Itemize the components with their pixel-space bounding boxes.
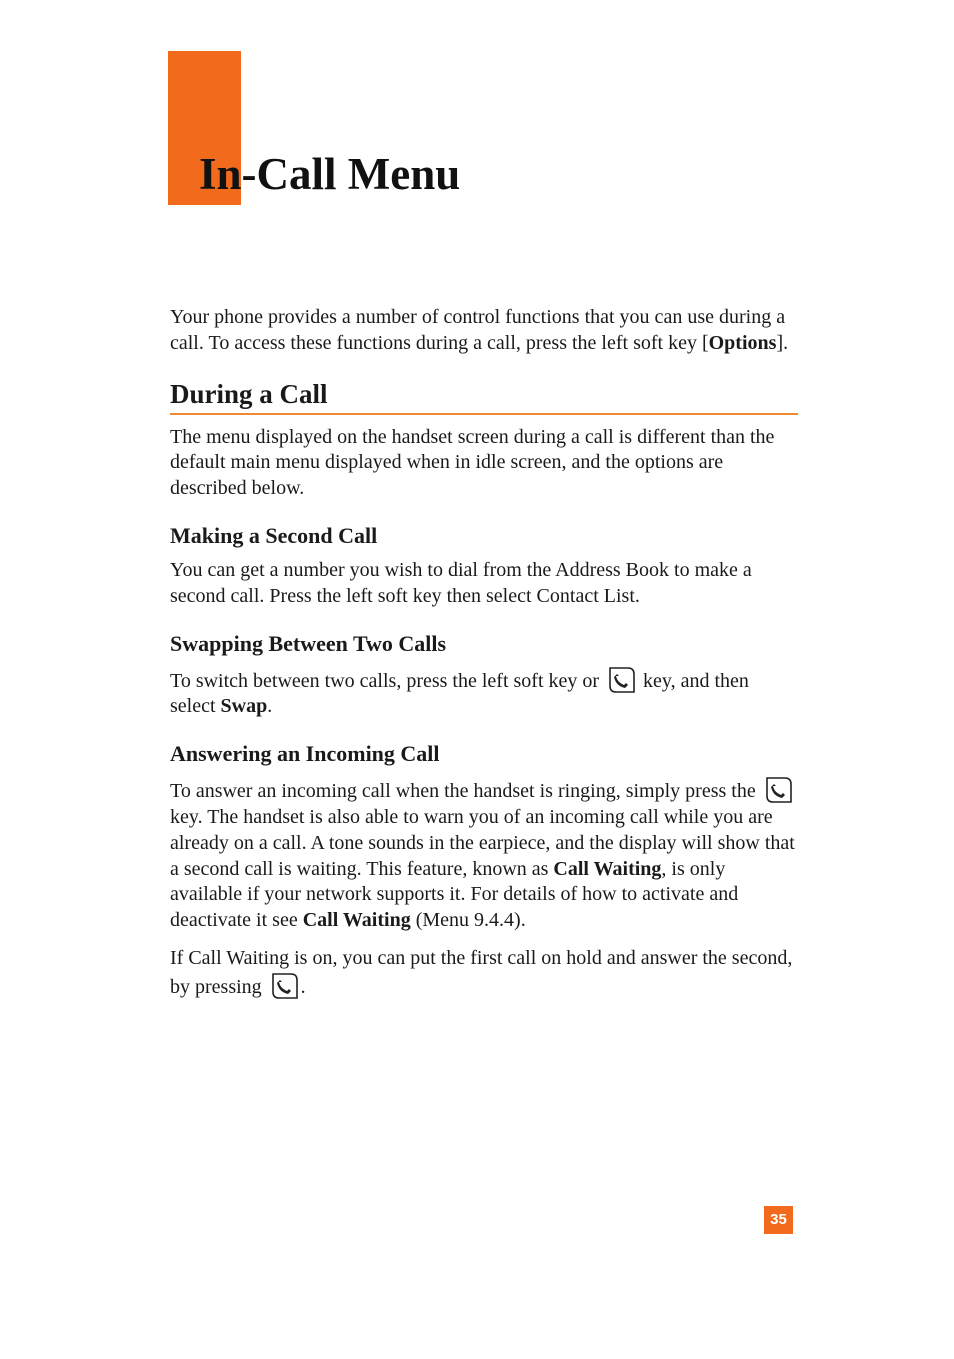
intro-text-end: ].	[776, 331, 789, 354]
swapping-text: To switch between two calls, press the left soft key or	[170, 669, 605, 692]
intro-paragraph	[170, 305, 798, 357]
intro-text: Your phone provides a number of control functions that you can use during a call. To access these functions during a call, press the left soft key [	[170, 306, 786, 354]
swap-label: Swap	[220, 695, 268, 718]
answering-text-end: (Menu 9.4.4).	[410, 909, 526, 932]
answering-text: To answer an incoming call when the handset is ringing, simply press the	[170, 780, 761, 803]
swapping-text-end: .	[267, 695, 273, 718]
send-key-icon	[269, 972, 299, 1000]
answering-text-after-icon: key. The handset is also able to warn you of an incoming call while you are already on a call. A tone sounds in the earpiece, and the display will show that a second call is waiting. This feature, known as	[170, 805, 795, 880]
call-waiting-label: Call Waiting	[553, 857, 662, 880]
swapping-body	[170, 666, 798, 721]
call-waiting-text: If Call Waiting is on, you can put the first call on hold and answer the second, by pressing	[170, 946, 793, 998]
call-waiting-body	[170, 946, 798, 1001]
making-second-call-body: You can get a number you wish to dial from the Address Book to make a second call. Press the left soft key then select Contact List.	[170, 558, 752, 607]
page-content	[170, 305, 798, 1001]
page-number: 35	[764, 1206, 793, 1234]
subsection-title-answering: Answering an Incoming Call	[170, 741, 440, 767]
send-key-icon	[606, 666, 636, 694]
swapping-text-middle: key, and then select	[170, 669, 749, 718]
page-title: In-Call Menu	[199, 149, 461, 199]
send-key-icon	[763, 776, 793, 804]
answering-text-mid: , is only available if your network supports it. For details of how to activate and deactivate it see	[170, 857, 739, 932]
subsection-title-swapping: Swapping Between Two Calls	[170, 630, 447, 656]
call-waiting-text-end: .	[300, 975, 306, 998]
call-waiting-label-2: Call Waiting	[302, 909, 411, 932]
section-title-during-a-call: During a Call	[170, 377, 798, 415]
options-label: Options	[708, 331, 777, 354]
section-body: The menu displayed on the handset screen during a call is different than the default main menu displayed when in idle screen, and the options are described below.	[170, 425, 775, 500]
answering-body	[170, 776, 798, 934]
subsection-title-making-second-call: Making a Second Call	[170, 522, 378, 548]
